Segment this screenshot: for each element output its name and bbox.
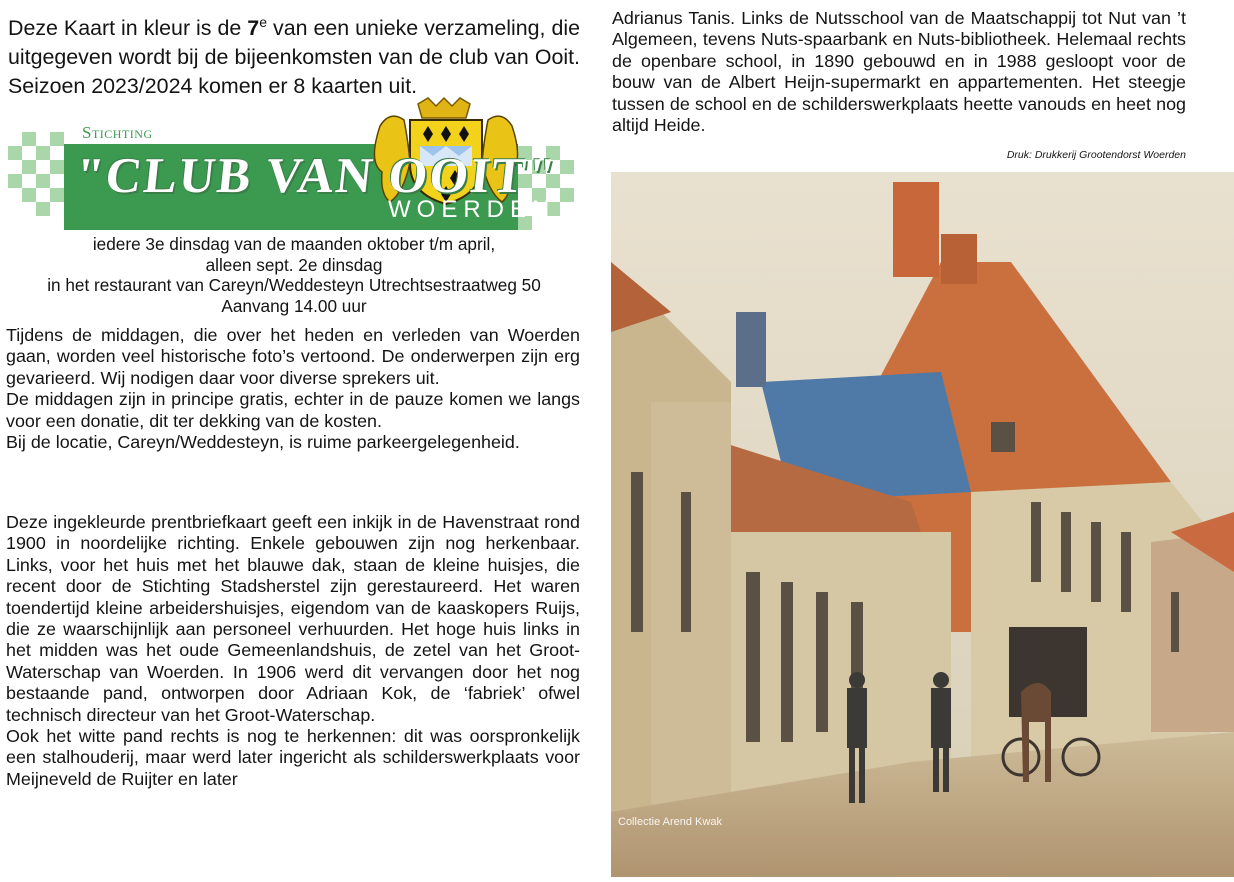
logo-stichting: Stichting <box>82 123 153 142</box>
postcard-description-continued: Adrianus Tanis. Links de Nutsschool van de Maatschappij tot Nut van ’t Algemeen, tevens Nuts-spaarbank en Nuts-bibliotheek. Helemaal rechts de openbare school, in 1890 gebouwd en in 1988 gesloopt voor de bouw van de Albert Heijn-supermarkt en appartementen. Het steegje tussen de school en de schilderswerkplaats heette vanouds en heet nog altijd Heide. <box>612 8 1186 136</box>
paragraph: De middagen zijn in principe gratis, echter in de pauze komen we langs voor een donatie, dit ter dekking van de kosten. <box>6 389 580 431</box>
historic-street-photo <box>611 172 1234 877</box>
schedule-line-3: in het restaurant van Careyn/Weddesteyn Utrechtsestraatweg 50 <box>47 275 541 295</box>
paragraph: Tijdens de middagen, die over het heden en verleden van Woerden gaan, worden veel historische foto’s vertoond. De onderwerpen zijn erg gevarieerd. Wij nodigen daar voor diverse sprekers uit. <box>6 325 580 388</box>
schedule-line-1: iedere 3e dinsdag van de maanden oktober t/m april, <box>92 234 496 254</box>
intro-text <box>8 8 580 101</box>
paragraph: Bij de locatie, Careyn/Weddesteyn, is ruime parkeergelegenheid. <box>6 432 520 453</box>
postcard-description <box>6 512 580 790</box>
photo-caption: Collectie Arend Kwak <box>618 816 722 828</box>
print-credit: Druk: Drukkerij Grootendorst Woerden <box>1006 149 1186 161</box>
paragraph: Ook het witte pand rechts is nog te herkennen: dit was oorspronkelijk een stalhouderij, maar werd later ingericht als schilderswerkplaats voor Meijneveld de Ruijter en later <box>6 726 580 789</box>
club-logo <box>8 96 584 232</box>
schedule-line-2: alleen sept. 2e dinsdag <box>205 254 383 275</box>
intro-part1: Deze Kaart in kleur is de <box>8 16 248 41</box>
card-number: 7 <box>247 16 260 41</box>
schedule-line-4: Aanvang 14.00 uur <box>221 295 367 316</box>
logo-title: "CLUB VAN OOIT" <box>73 147 560 203</box>
meeting-schedule <box>8 234 580 316</box>
intro-part2: van een unieke verzameling, die uitgegeven wordt bij de bijeenkomsten van de club van Ooit. Seizoen 2023/2024 komen er 8 kaarten uit. <box>8 16 580 99</box>
paragraph: Deze ingekleurde prentbriefkaart geeft een inkijk in de Havenstraat rond 1900 in noordelijke richting. Enkele gebouwen zijn nog herkenbaar. Links, voor het huis met het blauwe dak, staan de kleine huisjes, die recent door de Stichting Stadsherstel zijn gerestaureerd. Het waren toendertijd kleine arbeidershuisjes, eigendom van de kaaskopers Ruijs, die ze waarschijnlijk aan personeel verhuurden. Het hoge huis links in het midden was het oude Gemeenlandshuis, de zetel van het Groot-Waterschap van Woerden. In 1906 werd dit vervangen door het nog bestaande pand, ontworpen door Adriaan Kok, de ‘fabriek’ ofwel technisch directeur van het Groot-Waterschap. <box>6 512 580 725</box>
logo-town: WOERDEN <box>388 196 556 223</box>
street-photo-graphic <box>611 172 1234 877</box>
about-meetings <box>6 325 580 453</box>
card-number-suffix: e <box>259 14 267 30</box>
